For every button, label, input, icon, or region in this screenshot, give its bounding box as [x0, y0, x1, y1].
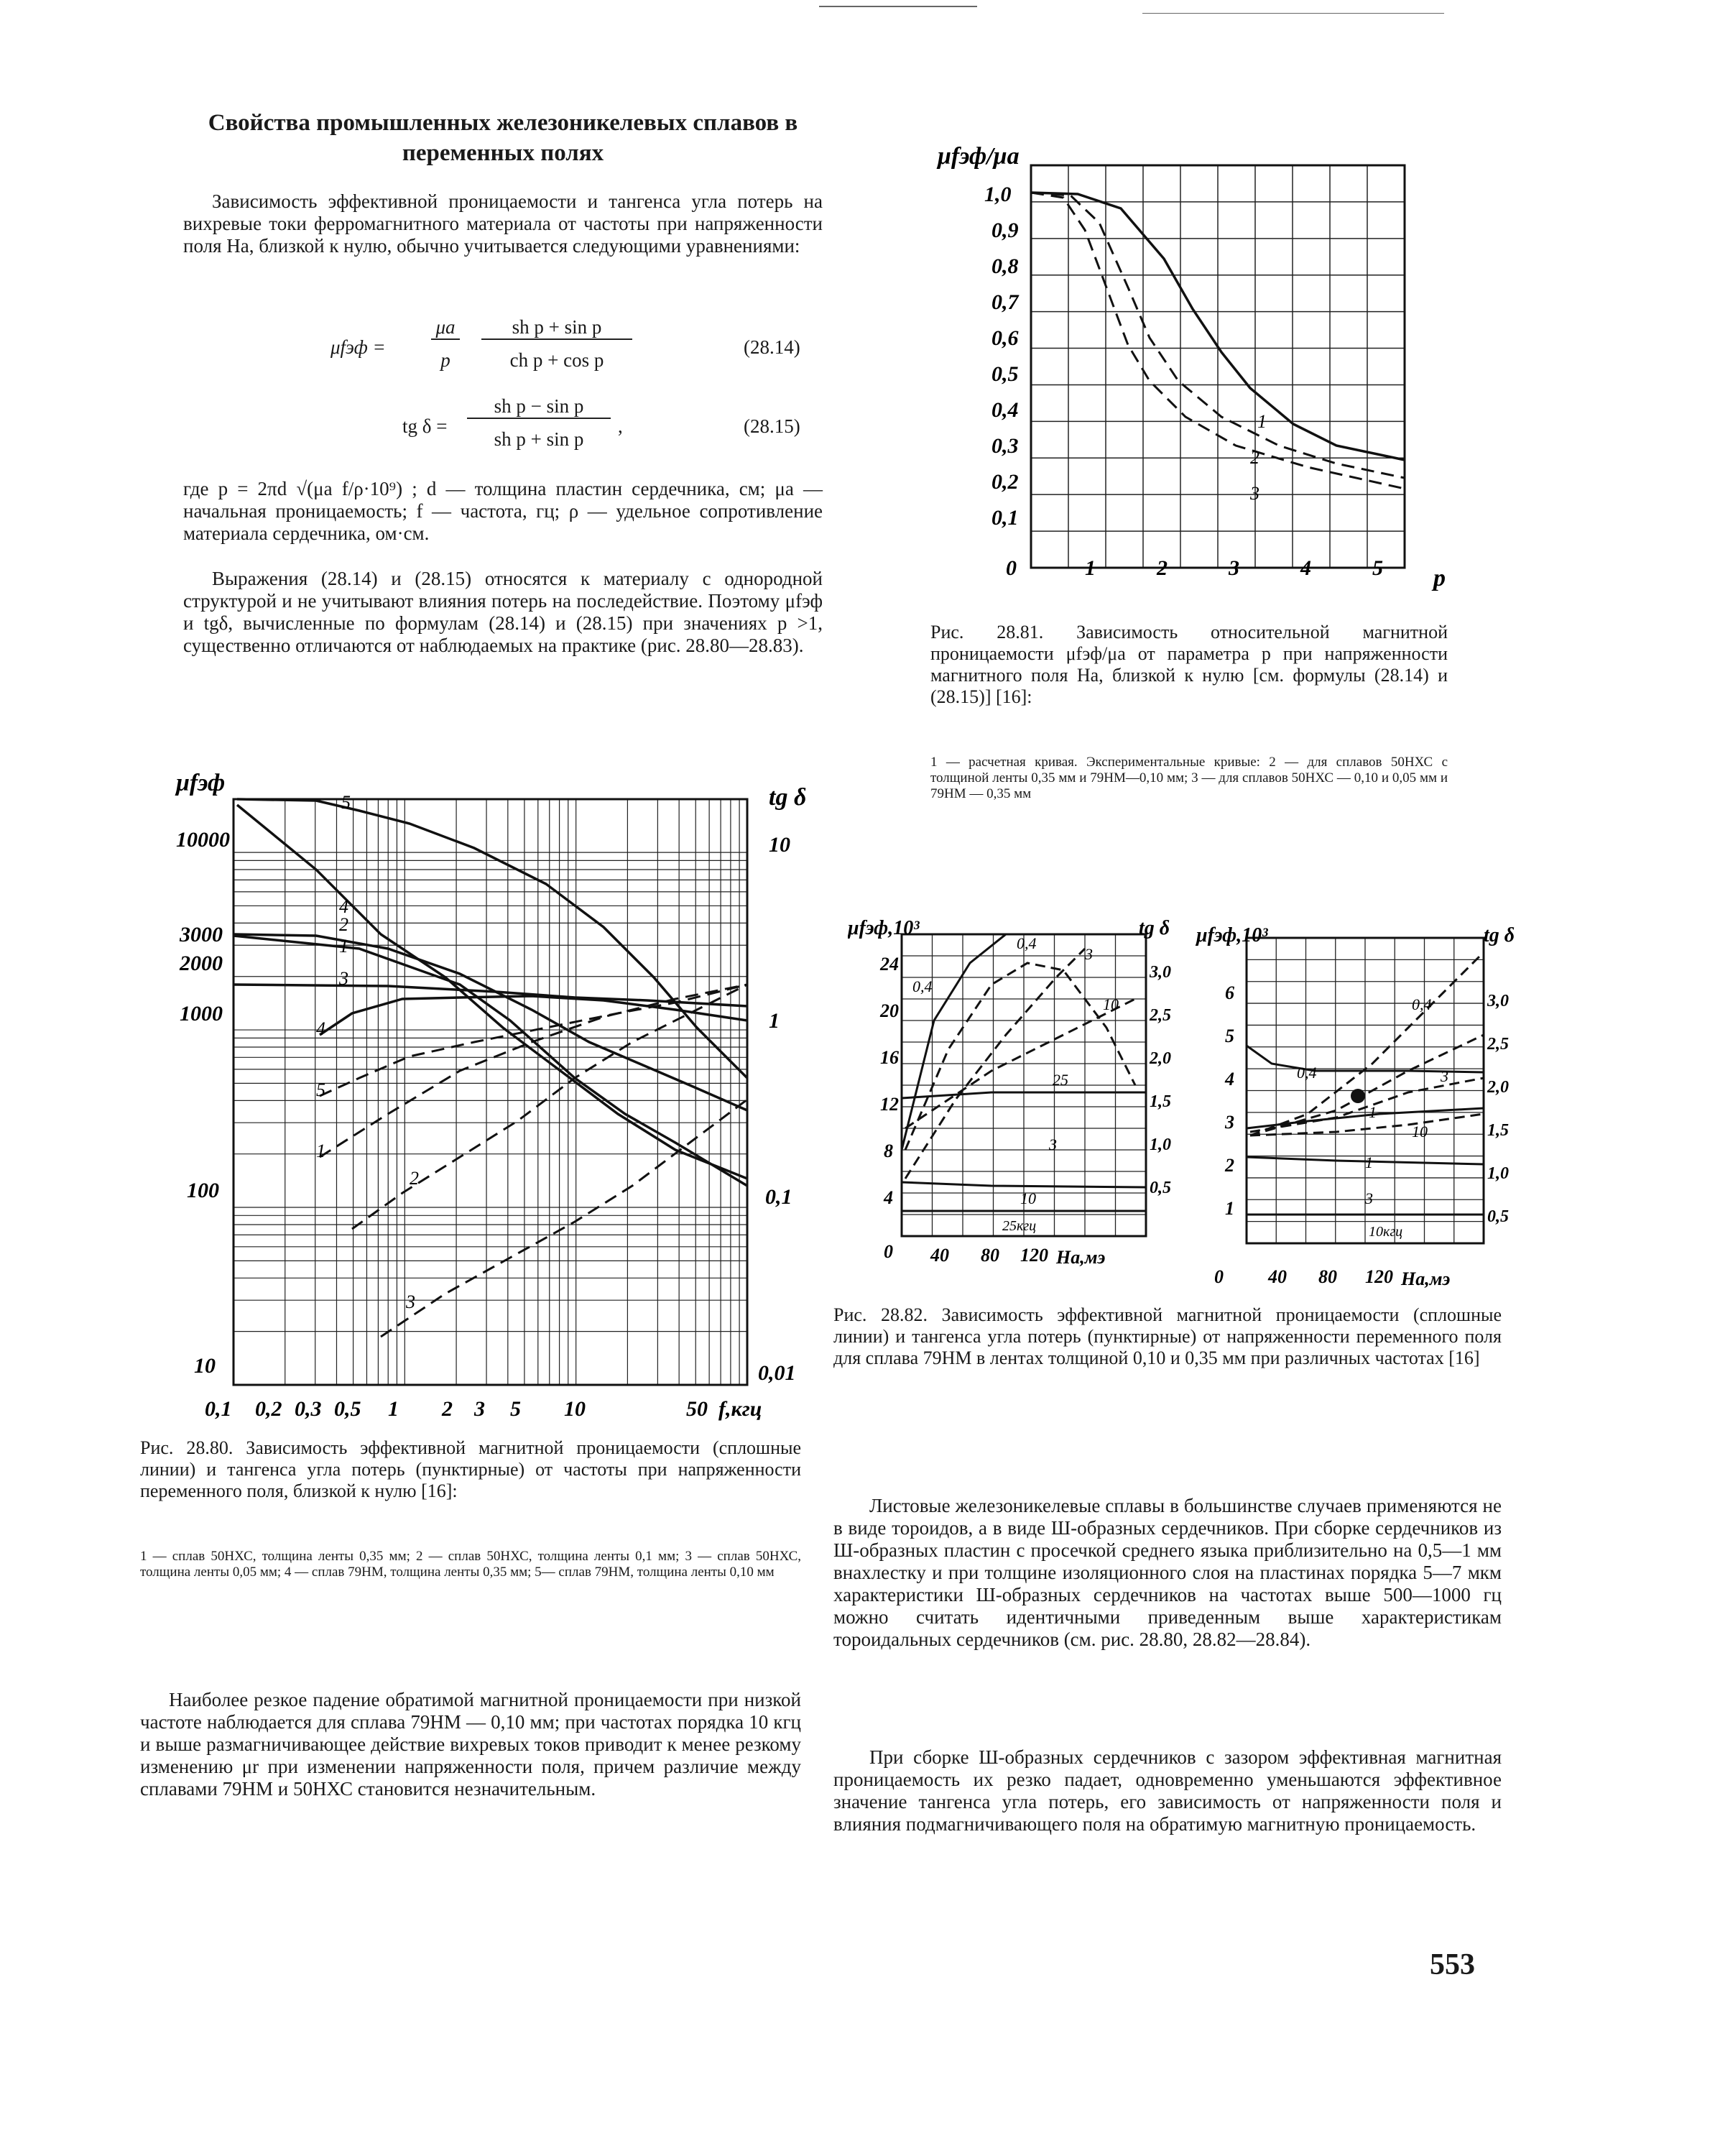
- fig82a-xlabel: Ha,мэ: [1056, 1247, 1106, 1268]
- fig81-x-tick-5: 5: [1372, 556, 1383, 580]
- fig80-left-tick-4: 100: [187, 1179, 219, 1202]
- fig81-x-tick-2: 2: [1157, 556, 1168, 580]
- fig80-curve-label-3a: 3: [339, 968, 348, 989]
- fig80-curve-label-1b: 1: [316, 1141, 325, 1161]
- fig82a-right-tick-2: 2,0: [1150, 1049, 1171, 1068]
- fig80-x-tick-1: 0,2: [255, 1397, 282, 1421]
- fig80-curve-label-5a: 5: [341, 792, 351, 813]
- fig82b-xlabel: Ha,мэ: [1401, 1268, 1451, 1289]
- fig82b-ylabel: μfэф,10³: [1196, 924, 1268, 946]
- fig82b-label-04b: 0,4: [1297, 1064, 1317, 1082]
- fig80-curve-label-4a: 4: [339, 896, 348, 917]
- fig81-y-tick-8: 0,2: [991, 470, 1019, 494]
- eq1-frac2-num: sh p + sin p: [481, 316, 632, 340]
- fig82b-right-tick-5: 0,5: [1487, 1207, 1509, 1226]
- expressions-paragraph: Выражения (28.14) и (28.15) относятся к материалу с однородной структурой и не учитывают влияния потерь на последействие. Поэтому μfэф и tgδ, вычисленные по формулам (28.14) и (28.15) при значениях p >1, существенно отличаются от наблюдаемых на практике (рис. 28.80—28.83).: [183, 568, 823, 656]
- eq1-frac1-num: μa: [431, 316, 460, 340]
- fig81-y-tick-9: 0,1: [991, 506, 1019, 530]
- fig80-curve-5-solid: [237, 799, 747, 1078]
- eq2-number: (28.15): [744, 415, 800, 437]
- fig82b-y-tick-0: 6: [1225, 982, 1234, 1003]
- eq1-number: (28.14): [744, 336, 800, 358]
- fig82a-label-25b: 25кгц: [1002, 1218, 1037, 1234]
- fig81-y-tick-2: 0,8: [991, 254, 1019, 278]
- fig82a-x-tick-1: 80: [981, 1245, 999, 1266]
- fig82a-label-3b: 3: [1049, 1135, 1057, 1153]
- fig81-y-tick-7: 0,3: [991, 434, 1019, 458]
- equation-28-14: [330, 316, 833, 381]
- fig81-y-tick-6: 0,4: [991, 398, 1019, 422]
- fig80-curve-label-2b: 2: [410, 1168, 419, 1189]
- fig80-caption: Рис. 28.80. Зависимость эффективной магнитной проницаемости (сплошные линии) и тангенса угла потерь (пунктирные) от частоты при напряженности переменного поля, близкой к нулю [16]:: [140, 1437, 801, 1501]
- fig82a-label-3a: 3: [1085, 945, 1093, 963]
- fig82b-label-10a: 10: [1412, 1123, 1428, 1141]
- fig80-ylabel-right: tg δ: [769, 784, 807, 811]
- fig82a-label-04b: 0,4: [1017, 934, 1037, 952]
- fig82b-label-1b: 1: [1365, 1153, 1373, 1171]
- figure-28-82a-chart: [848, 920, 1171, 1286]
- fig81-x-tick-3: 3: [1229, 556, 1239, 580]
- fig82b-x-tick-1: 40: [1268, 1266, 1287, 1287]
- fig82a-y-tick-3: 12: [880, 1094, 899, 1115]
- equation-28-15: [402, 395, 833, 460]
- fig82b-x-tick-3: 120: [1365, 1266, 1393, 1287]
- eq2-lhs: tg δ =: [402, 415, 448, 437]
- fig80-curve-1-solid: [234, 936, 747, 1186]
- fig80-left-tick-5: 10: [194, 1354, 216, 1378]
- fig80-left-tick-0: 10000: [176, 828, 230, 852]
- fig82a-x-tick-2: 120: [1020, 1245, 1048, 1266]
- figure-28-80-chart: [172, 769, 826, 1430]
- fig82a-y-tick-4: 8: [884, 1141, 893, 1161]
- fig80-curve-2-solid: [234, 934, 747, 1110]
- fig82-caption: Рис. 28.82. Зависимость эффективной магнитной проницаемости (сплошные линии) и тангенса угла потерь (пунктирные) от напряженности переменного поля для сплава 79НМ в лентах толщиной 0,10 и 0,35 мм при различных частотах [16]: [833, 1304, 1502, 1368]
- fig80-left-tick-3: 1000: [180, 1002, 223, 1026]
- fig82b-y-tick-3: 3: [1225, 1112, 1234, 1133]
- fig82b-right-tick-2: 2,0: [1487, 1078, 1509, 1097]
- fig82b-label-3b: 3: [1365, 1189, 1373, 1207]
- fig82b-y-tick-2: 4: [1225, 1069, 1234, 1089]
- fig82a-y-tick-0: 24: [880, 954, 899, 975]
- fig81-x-tick-0: 0: [1006, 556, 1017, 580]
- fig82b-label-04a: 0,4: [1412, 995, 1432, 1013]
- fig82a-label-10b: 10: [1020, 1189, 1036, 1207]
- section-title: Свойства промышленных железоникелевых сплавов в переменных полях: [208, 110, 798, 166]
- page-number: 553: [1430, 1948, 1475, 1981]
- fig80-x-tick-9: 50: [686, 1397, 708, 1421]
- fig80-ylabel-left: μfэф: [176, 770, 226, 796]
- fig80-x-tick-3: 0,5: [334, 1397, 361, 1421]
- fig81-curve-label-2: 2: [1250, 447, 1259, 468]
- fig82a-right-tick-0: 3,0: [1150, 963, 1171, 982]
- fig80-left-tick-2: 2000: [180, 952, 223, 975]
- fig82a-y-tick-1: 20: [880, 1000, 899, 1021]
- fig82a-y-tick-6: 0: [884, 1241, 893, 1262]
- fig82a-y-tick-2: 16: [880, 1047, 899, 1068]
- fig82b-right-tick-1: 2,5: [1487, 1035, 1509, 1054]
- right-paragraph-1: Листовые железоникелевые сплавы в большинстве случаев применяются не в виде тороидов, а в виде Ш-образных сердечников. При сборке сердечников из Ш-образных пластин с просечкой среднего языка приблизительно на 0,5—1 мм внахлестку и при толщине изоляционного слоя на пластинах порядка 5—7 мкм характеристики Ш-образных сердечников на частотах выше 500—1000 гц можно считать идентичными приведенным выше характеристикам тороидальных сердечников (см. рис. 28.80, 28.82—28.84).: [833, 1495, 1502, 1650]
- fig80-curve-label-3b: 3: [406, 1291, 415, 1312]
- fig81-ylabel: μfэф/μa: [938, 144, 1020, 170]
- eq2-tail: ,: [618, 415, 623, 437]
- figure-28-82b-chart: [1193, 920, 1530, 1301]
- fig80-x-tick-5: 2: [442, 1397, 453, 1421]
- fig82b-x-tick-0: 0: [1214, 1266, 1224, 1287]
- eq1-frac1-den: p: [440, 349, 450, 371]
- fig82b-x-tick-2: 80: [1318, 1266, 1337, 1287]
- right-paragraph-2: При сборке Ш-образных сердечников с зазором эффективная магнитная проницаемость их резко падает, одновременно уменьшаются эффективное значение тангенса угла потерь, его зависимость от напряженности поля и влияния подмагничивающего поля на обратимую магнитную проницаемость.: [833, 1746, 1502, 1835]
- fig82b-dash-04: [1250, 952, 1484, 1135]
- eq1-frac2-den: ch p + cos p: [509, 349, 604, 371]
- fig81-xlabel: p: [1433, 565, 1446, 591]
- fig80-frame: [234, 799, 747, 1385]
- eq1-lhs: μfэф =: [330, 336, 386, 358]
- fig81-y-tick-3: 0,7: [991, 290, 1019, 314]
- fig82b-right-tick-3: 1,5: [1487, 1121, 1509, 1140]
- fig80-x-tick-6: 3: [474, 1397, 485, 1421]
- fig80-x-tick-2: 0,3: [295, 1397, 322, 1421]
- fig80-x-tick-0: 0,1: [205, 1397, 232, 1421]
- fig81-y-tick-5: 0,5: [991, 362, 1019, 386]
- fig82b-intersection-dot: [1351, 1089, 1365, 1103]
- fig82b-right-tick-0: 3,0: [1487, 992, 1509, 1010]
- figure-28-81-chart: [934, 144, 1451, 604]
- fig82b-label-10b: 10кгц: [1369, 1224, 1403, 1240]
- fig80-curve-label-4b: 4: [316, 1018, 325, 1039]
- fig82a-ylabel-right: tg δ: [1139, 920, 1170, 939]
- fig80-curve-label-2a: 2: [339, 914, 348, 935]
- fig82b-right-tick-4: 1,0: [1487, 1164, 1509, 1183]
- fig82b-y-tick-5: 1: [1225, 1198, 1234, 1219]
- fig81-y-tick-0: 1,0: [984, 183, 1012, 206]
- fig82a-y-tick-5: 4: [884, 1187, 893, 1208]
- fig81-caption: Рис. 28.81. Зависимость относительной магнитной проницаемости μfэф/μa от параметра p при напряженности магнитного поля Ha, близкой к нулю [см. формулы (28.14) и (28.15)] [16]:: [930, 622, 1448, 707]
- fig82b-y-tick-1: 5: [1225, 1026, 1234, 1046]
- fig80-x-tick-4: 1: [388, 1397, 399, 1421]
- where-paragraph: где p = 2πd √(μa f/ρ·10⁹) ; d — толщина пластин сердечника, см; μa — начальная проницаемость; f — частота, гц; ρ — удельное сопротивление материала сердечника, ом·см.: [183, 478, 823, 544]
- fig80-right-tick-3: 0,01: [758, 1361, 796, 1385]
- left-bottom-paragraph: Наиболее резкое падение обратимой магнитной проницаемости при низкой частоте наблюдается для сплава 79НМ — 0,10 мм; при частотах порядка 10 кгц и выше размагничивающее действие вихревых токов приводит к менее резкому изменению μr при изменении напряженности поля, причем различие между сплавами 79НМ и 50НХС становится незначительным.: [140, 1689, 801, 1800]
- fig81-legend: 1 — расчетная кривая. Экспериментальные кривые: 2 — для сплавов 50НХС с толщиной ленты 0,35 мм и 79НМ—0,10 мм; 3 — для сплавов 50НХС — 0,10 и 0,05 мм и 79НМ — 0,35 мм: [930, 755, 1448, 801]
- eq2-frac-den: sh p + sin p: [494, 428, 584, 450]
- fig82a-right-tick-1: 2,5: [1150, 1006, 1171, 1025]
- fig80-curve-3-dashed: [381, 1100, 747, 1337]
- fig80-left-tick-1: 3000: [180, 923, 223, 946]
- fig81-curve-label-1: 1: [1257, 411, 1267, 432]
- fig82b-label-1a: 1: [1369, 1103, 1377, 1121]
- fig82a-label-25a: 25: [1053, 1071, 1068, 1089]
- fig80-right-tick-2: 0,1: [765, 1185, 792, 1209]
- fig82a-x-tick-0: 40: [930, 1245, 949, 1266]
- fig80-x-tick-8: 10: [564, 1397, 586, 1421]
- fig81-x-tick-4: 4: [1300, 556, 1311, 580]
- fig81-curve-label-3: 3: [1250, 483, 1259, 504]
- fig80-curve-label-5b: 5: [316, 1079, 325, 1100]
- fig80-right-tick-1: 1: [769, 1009, 780, 1033]
- intro-paragraph: Зависимость эффективной проницаемости и тангенса угла потерь на вихревые токи ферромагнитного материала от частоты при напряженности поля Ha, близкой к нулю, обычно учитывается следующими уравнениями:: [183, 190, 823, 257]
- fig81-y-tick-4: 0,6: [991, 326, 1019, 350]
- fig82a-right-tick-3: 1,5: [1150, 1092, 1171, 1111]
- fig80-x-tick-7: 5: [510, 1397, 521, 1421]
- fig82b-ylabel-right: tg δ: [1484, 924, 1515, 946]
- fig80-xlabel: f,кгц: [718, 1397, 762, 1421]
- fig82a-right-tick-4: 1,0: [1150, 1135, 1171, 1154]
- fig82a-label-10a: 10: [1103, 995, 1119, 1013]
- fig81-y-tick-1: 0,9: [991, 218, 1019, 242]
- fig80-curve-label-1a: 1: [339, 936, 348, 957]
- fig80-right-tick-0: 10: [769, 833, 790, 857]
- fig82b-y-tick-4: 2: [1225, 1155, 1234, 1176]
- fig82a-ylabel: μfэф,10³: [848, 920, 920, 939]
- eq2-frac-num: sh p − sin p: [467, 395, 611, 419]
- fig81-x-tick-1: 1: [1085, 556, 1096, 580]
- fig82a-right-tick-5: 0,5: [1150, 1179, 1171, 1197]
- fig82b-dash-3: [1250, 1035, 1484, 1135]
- fig82b-label-3a: 3: [1441, 1067, 1448, 1085]
- fig80-legend: 1 — сплав 50НХС, толщина ленты 0,35 мм; 2 — сплав 50НХС, толщина ленты 0,1 мм; 3 — сплав 50НХС, толщина ленты 0,05 мм; 4 — сплав 79НМ, толщина ленты 0,35 мм; 5— сплав 79НМ, толщина ленты 0,10 мм: [140, 1549, 801, 1580]
- fig82a-label-04a: 0,4: [912, 977, 933, 995]
